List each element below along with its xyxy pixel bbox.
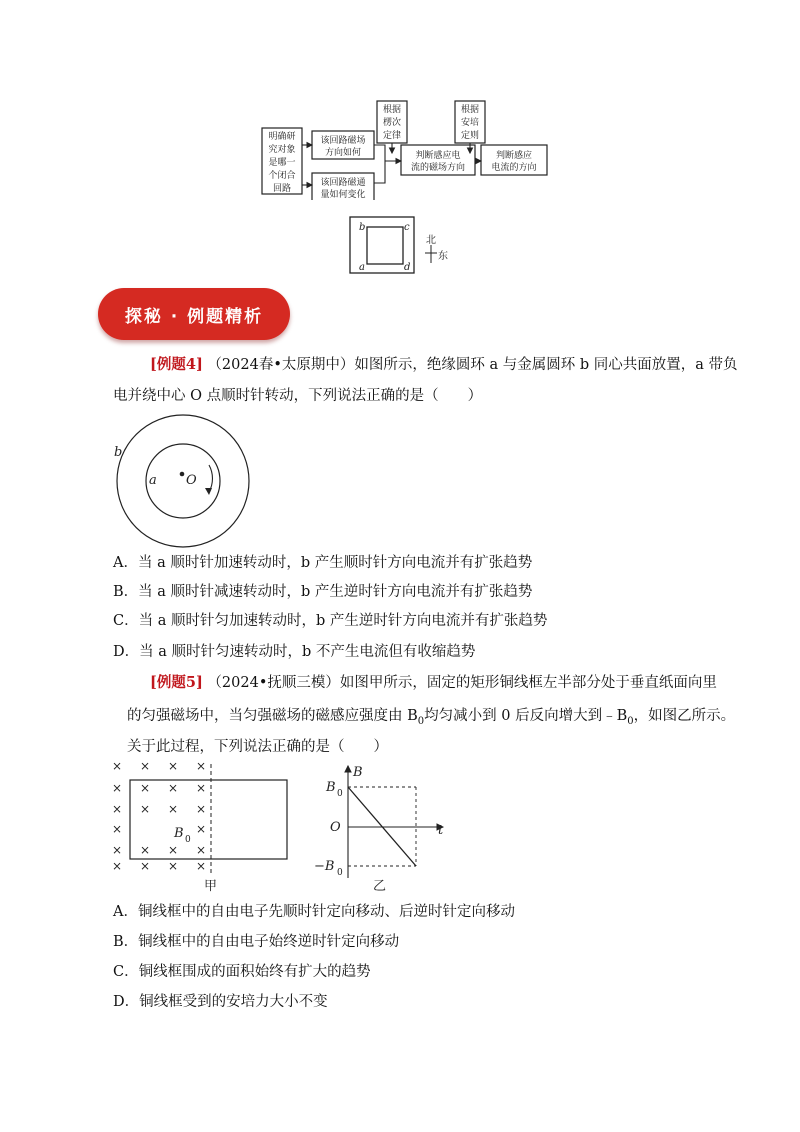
flow-lenz-line: 定律 — [382, 131, 402, 141]
field-cross-icon: × — [112, 781, 123, 795]
example5-line2-sub2: 0 — [627, 715, 634, 727]
field-cross-icon: × — [168, 762, 179, 773]
section-banner — [98, 288, 290, 340]
example5-line2-sub: 0 — [417, 715, 425, 727]
ring-b-label: b — [114, 445, 123, 460]
ring-b — [117, 415, 249, 547]
example5-option-c[interactable]: C．铜线框围成的面积始终有扩大的趋势 — [113, 964, 371, 980]
example5-option-d[interactable]: D．铜线框受到的安培力大小不变 — [113, 994, 328, 1010]
example4-stem-line2: 电并绕中心 O 点顺时针转动，下列说法正确的是（ ） — [113, 388, 483, 404]
flow-ampere-line: 根据 — [460, 105, 480, 115]
example5-line2-part3: ，如图乙所示。 — [633, 708, 736, 724]
field-cross-icon: × — [196, 843, 207, 857]
example5-tag: [例题5] — [150, 674, 203, 691]
clockwise-arrow-icon — [209, 465, 212, 492]
flow-ampere-line: 安培 — [460, 118, 480, 128]
tick-label-B0-sub: 0 — [337, 789, 343, 799]
flow-judge-current-line: 电流的方向 — [491, 163, 537, 173]
example4-text-line1: （2024春•太原期中）如图所示，绝缘圆环 a 与金属圆环 b 同心共面放置，a 带负 — [207, 357, 738, 373]
flow-arrow-to-judge — [374, 145, 401, 183]
flow-start-line: 个闭合 — [268, 171, 296, 181]
figure-jia-caption: 甲 — [204, 879, 218, 894]
tick-label-neg-B0-sub: 0 — [337, 868, 343, 878]
field-cross-icon: × — [140, 859, 151, 873]
compass-icon — [425, 234, 448, 263]
field-cross-icon: × — [112, 802, 123, 816]
flow-start-line: 回路 — [272, 184, 292, 194]
copper-frame — [130, 780, 287, 859]
axis-label-t: t — [438, 823, 444, 838]
flow-ampere-line: 定则 — [460, 131, 480, 141]
field-label-B0: B — [174, 826, 184, 841]
example5-stem-line1 — [150, 673, 717, 693]
center-dot-O — [180, 472, 185, 477]
ring-a — [146, 444, 220, 518]
field-cross-icon: × — [140, 781, 151, 795]
inner-square — [367, 227, 403, 264]
field-cross-icon: × — [196, 762, 207, 773]
flow-judge-field-line: 判断感应电 — [415, 151, 461, 161]
figure-yi-caption: 乙 — [373, 879, 387, 894]
field-cross-icon: × — [140, 762, 151, 773]
tick-label-B0: B — [326, 780, 336, 795]
field-cross-icon: × — [140, 843, 151, 857]
flow-judge-current-line: 判断感应 — [495, 151, 533, 161]
example5-stem-line2 — [127, 706, 735, 732]
field-cross-icon: × — [168, 781, 179, 795]
flowchart-diagram — [255, 95, 555, 200]
label-a: a — [359, 262, 365, 273]
field-cross-icon: × — [140, 802, 151, 816]
example5-line2-part2: 均匀减小到 0 后反向增大到﹣B — [424, 708, 628, 724]
field-cross-icon: × — [196, 802, 207, 816]
tick-label-neg-B0: −B — [314, 859, 335, 874]
compass-east: 东 — [438, 251, 448, 262]
figure-jia-magnetic-field — [108, 762, 298, 894]
compass-north: 北 — [426, 235, 436, 246]
example5-text-line1: （2024•抚顺三模）如图甲所示，固定的矩形铜线框左半部分处于垂直纸面向里 — [207, 675, 717, 691]
example4-option-a[interactable]: A．当 a 顺时针加速转动时，b 产生顺时针方向电流并有扩张趋势 — [113, 555, 533, 571]
origin-label: O — [330, 820, 341, 835]
field-cross-icon: × — [112, 859, 123, 873]
concentric-rings-figure — [108, 412, 258, 552]
square-loop-figure — [345, 215, 465, 275]
label-b: b — [359, 222, 366, 233]
ring-a-label: a — [149, 473, 157, 488]
example4-option-c[interactable]: C．当 a 顺时针匀加速转动时，b 产生逆时针方向电流并有扩张趋势 — [113, 613, 548, 629]
field-cross-icon: × — [168, 859, 179, 873]
example5-option-b[interactable]: B．铜线框中的自由电子始终逆时针定向移动 — [113, 934, 400, 950]
axis-label-B: B — [353, 765, 363, 780]
field-cross-icon: × — [196, 822, 207, 836]
flow-start-line: 是哪一 — [268, 158, 296, 168]
flow-judge-field-line: 流的磁场方向 — [410, 163, 466, 173]
label-c: c — [404, 222, 410, 233]
field-cross-icon: × — [196, 781, 207, 795]
section-banner-label: 探秘 · 例题精析 — [124, 306, 264, 327]
flow-lenz-line: 楞次 — [382, 118, 402, 128]
flow-start-line: 明确研 — [268, 132, 296, 142]
example5-option-a[interactable]: A．铜线框中的自由电子先顺时针定向移动、后逆时针定向移动 — [113, 904, 515, 920]
field-label-B0-sub: 0 — [185, 835, 191, 845]
example5-line2-part1: 的匀强磁场中，当匀强磁场的磁感应强度由 B — [127, 708, 418, 724]
example4-stem-line1 — [150, 355, 738, 375]
flow-flux-line: 该回路磁通 — [320, 178, 366, 188]
example4-option-d[interactable]: D．当 a 顺时针匀速转动时，b 不产生电流但有收缩趋势 — [113, 644, 476, 660]
flow-field-line: 方向如何 — [324, 148, 362, 158]
label-d: d — [404, 262, 411, 273]
flow-start-line: 究对象 — [268, 145, 296, 155]
field-cross-icon: × — [112, 843, 123, 857]
field-cross-icon: × — [168, 802, 179, 816]
field-cross-icon: × — [196, 859, 207, 873]
example4-option-b[interactable]: B．当 a 顺时针减速转动时，b 产生逆时针方向电流并有扩张趋势 — [113, 584, 533, 600]
field-cross-icon: × — [112, 822, 123, 836]
example5-stem-line3: 关于此过程，下列说法正确的是（ ） — [127, 739, 388, 755]
center-O-label: O — [186, 473, 197, 488]
example4-tag: [例题4] — [150, 356, 203, 373]
flow-flux-line: 量如何变化 — [320, 190, 366, 200]
flow-field-line: 该回路磁场 — [320, 136, 366, 146]
field-cross-grid — [112, 762, 206, 873]
field-cross-icon: × — [112, 762, 123, 773]
figure-yi-B-t-graph — [308, 762, 458, 894]
flow-lenz-line: 根据 — [382, 105, 402, 115]
field-cross-icon: × — [168, 843, 179, 857]
